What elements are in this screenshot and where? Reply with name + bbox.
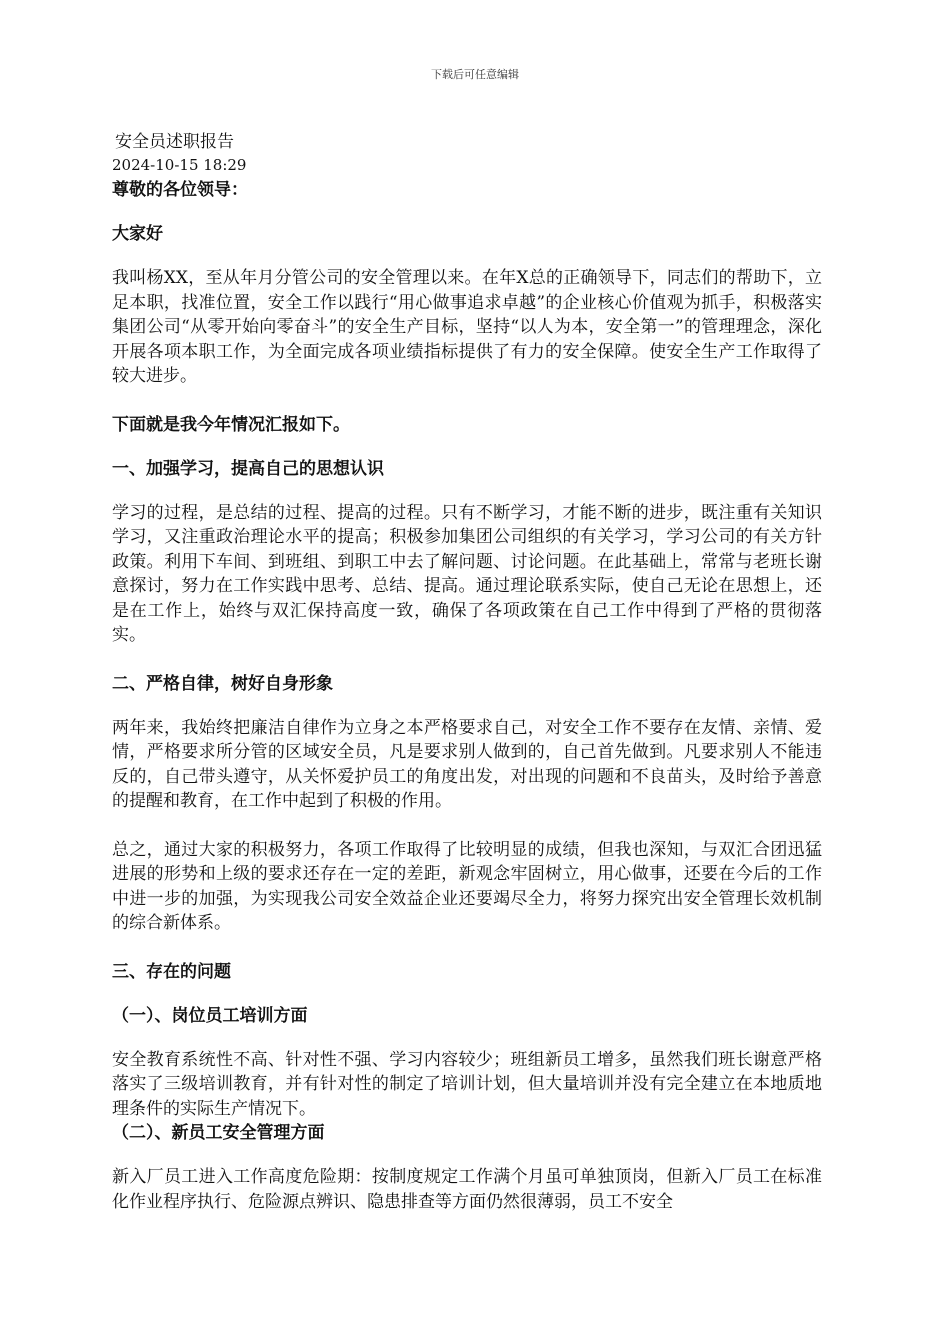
document-date: 2024-10-15 18:29 [112,156,247,174]
section-2-paragraph: 两年来，我始终把廉洁自律作为立身之本严格要求自己，对安全工作不要存在友情、亲情、爱情，严格要求所分管的区域安全员，凡是要求别人做到的，自己首先做到。凡要求别人不能违反的，自己带头遵守，从关怀爱护员工的角度出发，对出现的问题和不良苗头，及时给予善意的提醒和教育，在工作中起到了积极的作用。 [112,717,822,811]
section-3-heading: 三、存在的问题 [112,961,231,982]
document-title: 安全员述职报告 [115,132,234,152]
summary-paragraph: 总之，通过大家的积极努力，各项工作取得了比较明显的成绩，但我也深知，与双汇合团迅猛进展的形势和上级的要求还存在一定的差距，新观念牢固树立，用心做事，还要在今后的工作中进一步的加强，为实现我公司安全效益企业还要竭尽全力，将努力探究出安全管理长效机制的综合新体系。 [112,839,822,933]
greeting: 大家好 [112,224,163,244]
subsection-1-heading: （一）、岗位员工培训方面 [112,1005,308,1026]
subsection-2-heading: （二）、新员工安全管理方面 [112,1123,325,1143]
report-lead: 下面就是我今年情况汇报如下。 [112,414,350,435]
page-header-note: 下载后可任意编辑 [431,68,519,81]
subsection-1-paragraph: 安全教育系统性不高、针对性不强、学习内容较少；班组新员工增多，虽然我们班长谢意严格落实了三级培训教育，并有针对性的制定了培训计划，但大量培训并没有完全建立在本地质地理条件的实际生产情况下。 [112,1049,822,1119]
section-2-heading: 二、严格自律，树好自身形象 [112,673,333,694]
section-1-heading: 一、加强学习，提高自己的思想认识 [112,458,384,479]
document-body [112,130,822,1214]
intro-paragraph: 我叫杨XX，至从年月分管公司的安全管理以来。在年X总的正确领导下，同志们的帮助下，立足本职，找准位置，安全工作以践行“用心做事追求卓越”的企业核心价值观为抓手，积极落实集团公司“从零开始向零奋斗”的安全生产目标，坚持“以人为本，安全第一”的管理理念，深化开展各项本职工作，为全面完成各项业绩指标提供了有力的安全保障。使安全生产工作取得了较大进步。 [112,268,822,386]
salutation: 尊敬的各位领导： [112,180,248,200]
subsection-2-paragraph: 新入厂员工进入工作高度危险期：按制度规定工作满个月虽可单独顶岗，但新入厂员工在标准化作业程序执行、危险源点辨识、隐患排查等方面仍然很薄弱，员工不安全 [112,1167,822,1212]
section-1-paragraph: 学习的过程，是总结的过程、提高的过程。只有不断学习，才能不断的进步，既注重有关知识学习，又注重政治理论水平的提高；积极参加集团公司组织的有关学习，学习公司的有关方针政策。利用下车间、到班组、到职工中去了解问题、讨论问题。在此基础上，常常与老班长谢意探讨，努力在工作实践中思考、总结、提高。通过理论联系实际，使自己无论在思想上，还是在工作上，始终与双汇保持高度一致，确保了各项政策在自己工作中得到了严格的贯彻落实。 [112,502,822,645]
